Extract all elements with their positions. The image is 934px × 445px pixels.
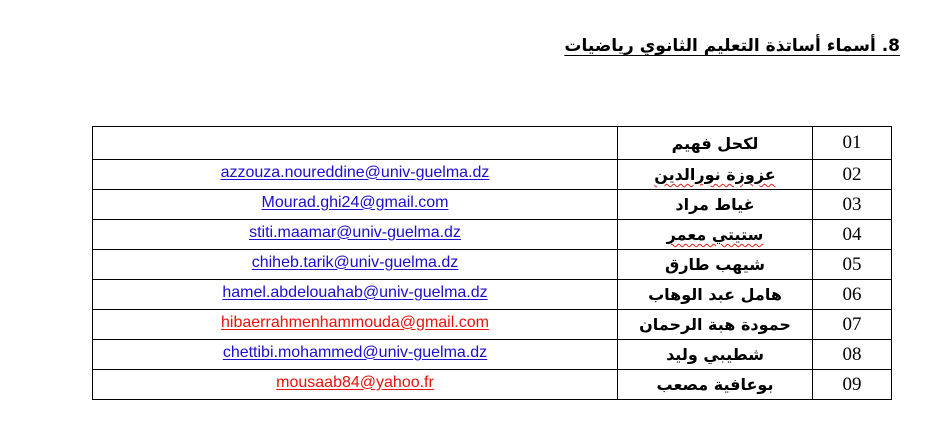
email-link[interactable]: chiheb.tarik@univ-guelma.dz <box>251 253 459 271</box>
email-cell <box>93 160 618 190</box>
row-number: 06 <box>813 280 892 310</box>
name-cell: غياط مراد <box>618 190 813 220</box>
name-cell: بوعافية مصعب <box>618 370 813 400</box>
email-cell <box>93 370 618 400</box>
section-heading: 8. أسماء أساتذة التعليم الثانوي رياضيات <box>564 36 900 56</box>
email-cell <box>93 250 618 280</box>
email-cell <box>93 190 618 220</box>
table-row <box>93 190 892 220</box>
name-cell <box>618 220 813 250</box>
name-cell: هامل عبد الوهاب <box>618 280 813 310</box>
email-link[interactable]: stiti.maamar@univ-guelma.dz <box>249 223 461 241</box>
name-text: عزوزة نورالدين <box>654 165 776 184</box>
row-number: 01 <box>813 127 892 160</box>
name-cell: لكحل فهيم <box>618 127 813 160</box>
name-cell: شطيبي وليد <box>618 340 813 370</box>
table-row <box>93 370 892 400</box>
email-cell <box>93 220 618 250</box>
teachers-table <box>92 126 892 400</box>
table-row <box>93 220 892 250</box>
name-cell: شيهب طارق <box>618 250 813 280</box>
table-row <box>93 280 892 310</box>
email-link[interactable]: chettibi.mohammed@univ-guelma.dz <box>222 343 488 361</box>
table-row <box>93 160 892 190</box>
row-number: 07 <box>813 310 892 340</box>
row-number: 08 <box>813 340 892 370</box>
row-number: 02 <box>813 160 892 190</box>
email-link[interactable]: hibaerrahmenhammouda@gmail.com <box>221 313 489 331</box>
row-number: 03 <box>813 190 892 220</box>
email-cell <box>93 340 618 370</box>
row-number: 04 <box>813 220 892 250</box>
email-link[interactable]: azzouza.noureddine@univ-guelma.dz <box>220 163 490 181</box>
email-link[interactable]: Mourad.ghi24@gmail.com <box>261 193 449 211</box>
name-text: ستيتي معمر <box>666 225 764 244</box>
email-cell <box>93 280 618 310</box>
table-row <box>93 310 892 340</box>
email-link[interactable]: mousaab84@yahoo.fr <box>276 373 434 391</box>
email-link[interactable]: hamel.abdelouahab@univ-guelma.dz <box>222 283 488 301</box>
name-cell: حمودة هبة الرحمان <box>618 310 813 340</box>
email-cell <box>93 127 618 160</box>
row-number: 09 <box>813 370 892 400</box>
name-cell <box>618 160 813 190</box>
table-row <box>93 250 892 280</box>
table-row <box>93 340 892 370</box>
email-cell <box>93 310 618 340</box>
table-row <box>93 127 892 160</box>
row-number: 05 <box>813 250 892 280</box>
